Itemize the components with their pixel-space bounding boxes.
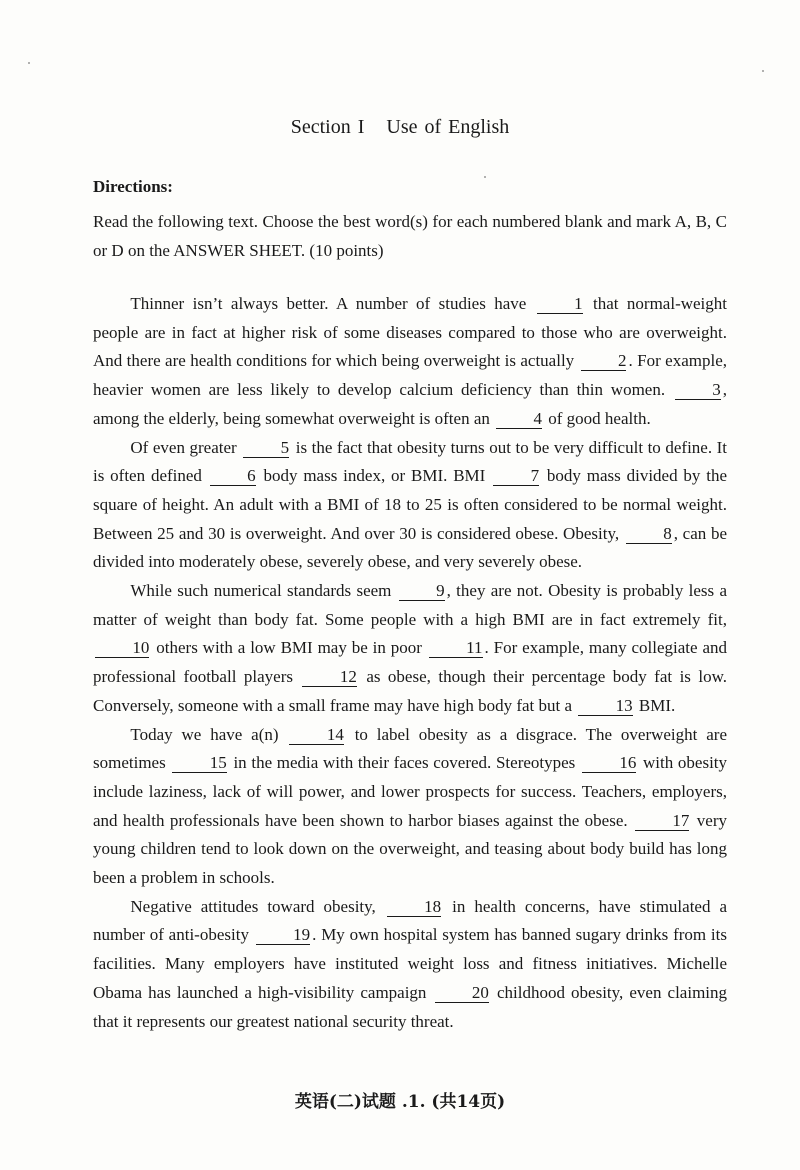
page-footer: 英语(二)试题 .1. (共14页) [294,1092,506,1112]
blank-10: 10 [95,639,149,658]
blank-14: 14 [289,726,343,745]
blank-9: 9 [399,582,445,601]
blank-5: 5 [243,439,289,458]
scan-speck [28,62,30,64]
blank-15: 15 [172,754,226,773]
paragraph-3: While such numerical standards seem 9 , they are not. Obesity is probably less a matter of weight than body fat. Some people with a high BMI are in fact extremely fit, 10 others with a low BMI may be in poor 11 . For example, many collegiate and professional football players 12 as obese, though their percentage body fat is low. Conversely, someone with a small frame may have high body fat but a 13 BMI. [93,581,728,715]
paragraph-4: Today we have a(n) 14 to label obesity as a disgrace. The overweight are sometimes 15 in the media with their faces covered. Stereotypes 16 with obesity include laziness, lack of will power, and lower prospects for success. Teachers, employers, and health professionals have been shown to harbor biases against the obese. 17 very young children tend to look down on the overweight, and teasing about body build has long been a problem in schools. [93,724,728,888]
blank-11: 11 [429,639,483,658]
blank-13: 13 [578,697,632,716]
paragraph-5: Negative attitudes toward obesity, 18 in health concerns, have stimulated a number of anti-obesity 19 . My own hospital system has banned sugary drinks from its facilities. Many employers have instituted weight loss and fitness initiatives. Michelle Obama has launched a high-visibility campaign 20 childhood obesity, even claiming that it represents our greatest national security threat. [93,896,728,1031]
blank-12: 12 [302,668,356,687]
scan-speck [484,176,486,178]
blank-18: 18 [387,898,441,917]
paragraph-2: Of even greater 5 is the fact that obesity turns out to be very difficult to define. It is often defined 6 body mass index, or BMI. BMI 7 body mass divided by the square of height. An adult with a BMI of 18 to 25 is often considered to be normal weight. Between 25 and 30 is overweight. And over 30 is considered obese. Obesity, 8 , can be divided into moderately obese, severely obese, and very severely obese. [93,437,728,572]
blank-19: 19 [256,926,310,945]
blank-3: 3 [675,381,721,400]
blank-17: 17 [635,812,689,831]
blank-2: 2 [581,352,627,371]
blank-8: 8 [626,525,672,544]
blank-1: 1 [537,295,583,314]
section-name: Use of English [386,116,510,138]
paragraph-1: Thinner isn’t always better. A number of studies have 1 that normal-weight people are in fact at higher risk of some diseases compared to those who are overweight. And there are health conditions for which being overweight is actually 2 . For example, heavier women are less likely to develop calcium deficiency than thin women. 3 , among the elderly, being somewhat overweight is often an 4 of good health. [93,294,728,428]
scan-speck [762,70,764,72]
blank-4: 4 [496,410,542,429]
blank-16: 16 [582,754,636,773]
directions-text: Read the following text. Choose the best word(s) for each numbered blank and mark A, B, C or D on the ANSWER SHEET. (10 points) [93,212,727,260]
passage [93,290,727,1036]
blank-7: 7 [493,467,539,486]
directions-label: Directions: [93,177,173,196]
blank-6: 6 [210,467,256,486]
section-title [0,116,800,139]
section-number: Section I [290,116,365,138]
blank-20: 20 [435,984,489,1003]
